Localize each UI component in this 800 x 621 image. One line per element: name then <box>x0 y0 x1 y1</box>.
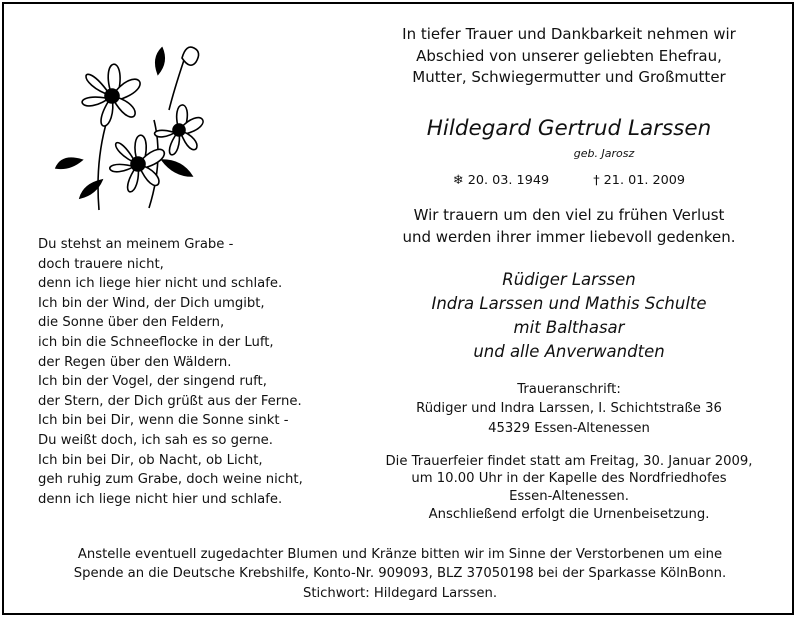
mourning-line: Wir trauern um den viel zu frühen Verlust <box>413 205 725 224</box>
poem-line: Ich bin der Vogel, der singend ruft, <box>38 374 267 390</box>
intro-line: Mutter, Schwiegermutter und Großmutter <box>412 68 726 87</box>
family-line: mit Balthasar <box>513 317 625 337</box>
family-line: Rüdiger Larssen <box>502 269 636 289</box>
life-dates <box>364 173 774 189</box>
birth-date: ❄ 20. 03. 1949 <box>452 172 550 188</box>
funeral-service-info <box>364 453 774 524</box>
announcement <box>364 24 774 524</box>
donation-line: Anstelle eventuell zugedachter Blumen und Kränze bitten wir im Sinne der Verstorbenen um eine <box>77 547 723 562</box>
obituary-card <box>2 2 794 615</box>
poem-line: die Sonne über den Feldern, <box>38 315 225 331</box>
flowers-illustration <box>54 40 219 212</box>
intro-line: In tiefer Trauer und Dankbarkeit nehmen wir <box>402 25 736 43</box>
poem-line: geh ruhig zum Grabe, doch weine nicht, <box>38 472 303 488</box>
poem-line: denn ich liege hier nicht und schlafe. <box>38 276 283 292</box>
poem-line: Du stehst an meinem Grabe - <box>38 237 234 252</box>
service-line: Die Trauerfeier findet statt am Freitag, 30. Januar 2009, <box>385 453 753 469</box>
service-line: Anschließend erfolgt die Urnenbeisetzung. <box>428 506 710 522</box>
donation-line: Spende an die Deutsche Krebshilfe, Konto-Nr. 909093, BLZ 37050198 bei der Sparkasse KölnBonn. <box>73 566 727 582</box>
poem-line: der Stern, der Dich grüßt aus der Ferne. <box>38 393 302 409</box>
address-line: 45329 Essen-Altenessen <box>488 420 650 436</box>
poem-line: Ich bin bei Dir, wenn die Sonne sinkt - <box>38 413 289 429</box>
intro-line: Abschied von unserer geliebten Ehefrau, <box>416 46 722 65</box>
poem <box>38 235 348 509</box>
poem-line: Du weißt doch, ich sah es so gerne. <box>38 432 273 448</box>
poem-line: denn ich liege nicht hier und schlafe. <box>38 491 283 507</box>
family-line: Indra Larssen und Mathis Schulte <box>431 293 707 313</box>
deceased-name: Hildegard Gertrud Larssen <box>426 115 712 141</box>
mourning-address <box>364 380 774 439</box>
poem-line: der Regen über den Wäldern. <box>38 354 232 370</box>
service-line: um 10.00 Uhr in der Kapelle des Nordfriedhofes <box>411 471 727 487</box>
family-line: und alle Anverwandten <box>473 341 665 361</box>
birth-name: geb. Jarosz <box>573 146 635 160</box>
intro-text <box>364 24 774 89</box>
address-line: Rüdiger und Indra Larssen, I. Schichtstraße 36 <box>416 401 722 417</box>
address-line: Traueranschrift: <box>517 381 621 397</box>
donation-line: Stichwort: Hildegard Larssen. <box>302 585 498 601</box>
service-line: Essen-Altenessen. <box>509 489 629 505</box>
poem-line: doch trauere nicht, <box>38 256 164 272</box>
poem-line: Ich bin bei Dir, ob Nacht, ob Licht, <box>38 452 263 468</box>
mourning-text <box>364 204 774 248</box>
family-signatures <box>364 268 774 364</box>
poem-line: Ich bin der Wind, der Dich umgibt, <box>38 295 265 311</box>
poem-line: ich bin die Schneeflocke in der Luft, <box>38 334 274 350</box>
death-date: † 21. 01. 2009 <box>593 172 686 188</box>
donation-request <box>4 545 796 603</box>
mourning-line: und werden ihrer immer liebevoll gedenken. <box>402 227 736 246</box>
